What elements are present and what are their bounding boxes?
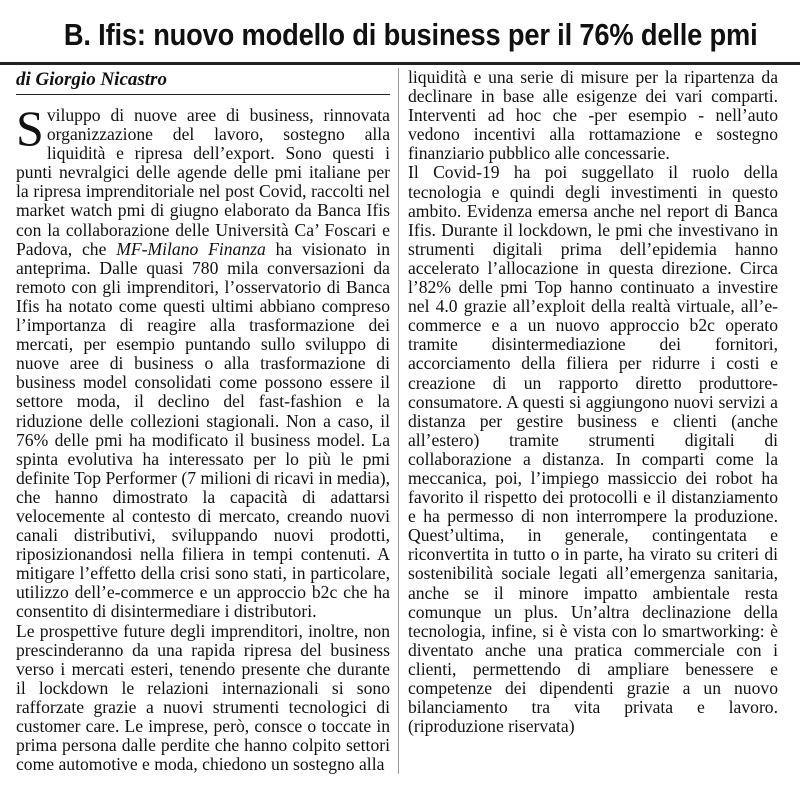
paragraph-1-text-b: ha visionato in anteprima. Dalle quasi 780 mila conversazioni da remoto con gli imprenditori, l’osservatorio di Banca Ifis ha notato come questi ultimi abbiano compreso l’importanza di reagire alla trasformazione dei mercati, per esempio puntando sullo sviluppo di nuove aree di business o alla trasformazione di business model consolidati come possono essere il settore moda, il declino del fast-fashion e la riduzione delle collezioni stagionali. Non a caso, il 76% delle pmi ha modificato il business model. La spinta evolutiva ha interessato per lo più le pmi definite Top Performer (7 milioni di ricavi in media), che hanno dimostrato la capacità di adattarsi velocemente al contesto di mercato, creando nuovi canali distributivi, sviluppando nuovi prodotti, riposizionandosi nella filiera in tempi contenuti. A mitigare l’effetto della crisi sono stati, in particolare, utilizzo dell’e-commerce e un approccio b2c che ha consentito di disintermediare i distributori. [16,238,390,622]
article-column-right [408,68,778,736]
paragraph-1 [16,100,390,622]
column-divider [398,68,399,774]
headline: B. Ifis: nuovo modello di business per il 76% delle pmi [63,17,758,52]
paragraph-2-continued: liquidità e una serie di misure per la ripartenza da declinare in base alle esigenze dei vari comparti. Interventi ad hoc che -per esempio - nell’auto vedono incentivi alla rottamazione e sostegno finanziario pubblico alle concessarie. [408,67,778,164]
drop-cap: S [16,100,44,156]
article-column-left [16,68,390,774]
paragraph-2: Le prospettive future degli imprenditori, inoltre, non prescinderanno da una rapida ripresa del business verso i mercati esteri, tenendo presente che durante il lockdown le relazioni internazionali si sono rafforzate grazie a nuovi strumenti tecnologici di customer care. Le imprese, però, consce o toccate in prima persona dalle perdite che hanno colpito settori come automotive e moda, chiedono un sostegno alla [16,620,390,775]
publication-name: MF-Milano Finanza [116,238,266,259]
byline: di Giorgio Nicastro [16,68,390,95]
paragraph-3: Il Covid-19 ha poi suggellato il ruolo della tecnologia e quindi degli investimenti in questo ambito. Evidenza emersa anche nel report di Banca Ifis. Durante il lockdown, le pmi che investivano in strumenti digitali prima dell’epidemia hanno accelerato l’allocazione in questa direzione. Circa l’82% delle pmi Top hanno continuato a investire nel 4.0 grazie all’exploit della realtà virtuale, all’e-commerce e a un nuovo approccio b2c operato tramite disintermediazione dei fornitori, accorciamento della filiera per ridurre i costi e creazione di un rapporto diretto produttore-consumatore. A questi si aggiungono nuovi servizi a distanza per gestire business e clienti (anche all’estero) tramite strumenti digitali di collaborazione a distanza. In comparti come la meccanica, poi, l’impiego massiccio dei robot ha favorito il rispetto dei protocolli e il distanziamento e ha permesso di non interrompere la produzione. Quest’ultima, in generale, contingentata e riconvertita in tutto o in parte, ha virato su criteri di sostenibilità sociale legati all’emergenza sanitaria, anche se il minore impatto ambientale resta comunque un plus. Un’altra declinazione della tecnologia, infine, si è vista con lo smartworking: è diventato anche una pratica commerciale con i clienti, permettendo di ampliare benessere e competenze dei dipendenti grazie a un nuovo bilanciamento tra vita privata e lavoro. (riproduzione riservata) [408,162,778,737]
paragraph-1-text-a: viluppo di nuove aree di business, rinnovata organizzazione del lavoro, sostegno alla liquidità e ripresa dell’export. Sono questi i punti nevralgici delle agende delle pmi italiane per la ripresa imprenditoriale nel post Covid, raccolti nel market watch pmi di giugno elaborato da Banca Ifis con la collaborazione delle Università Ca’ Foscari e Padova, che [16,105,390,259]
headline-rule [0,62,800,65]
